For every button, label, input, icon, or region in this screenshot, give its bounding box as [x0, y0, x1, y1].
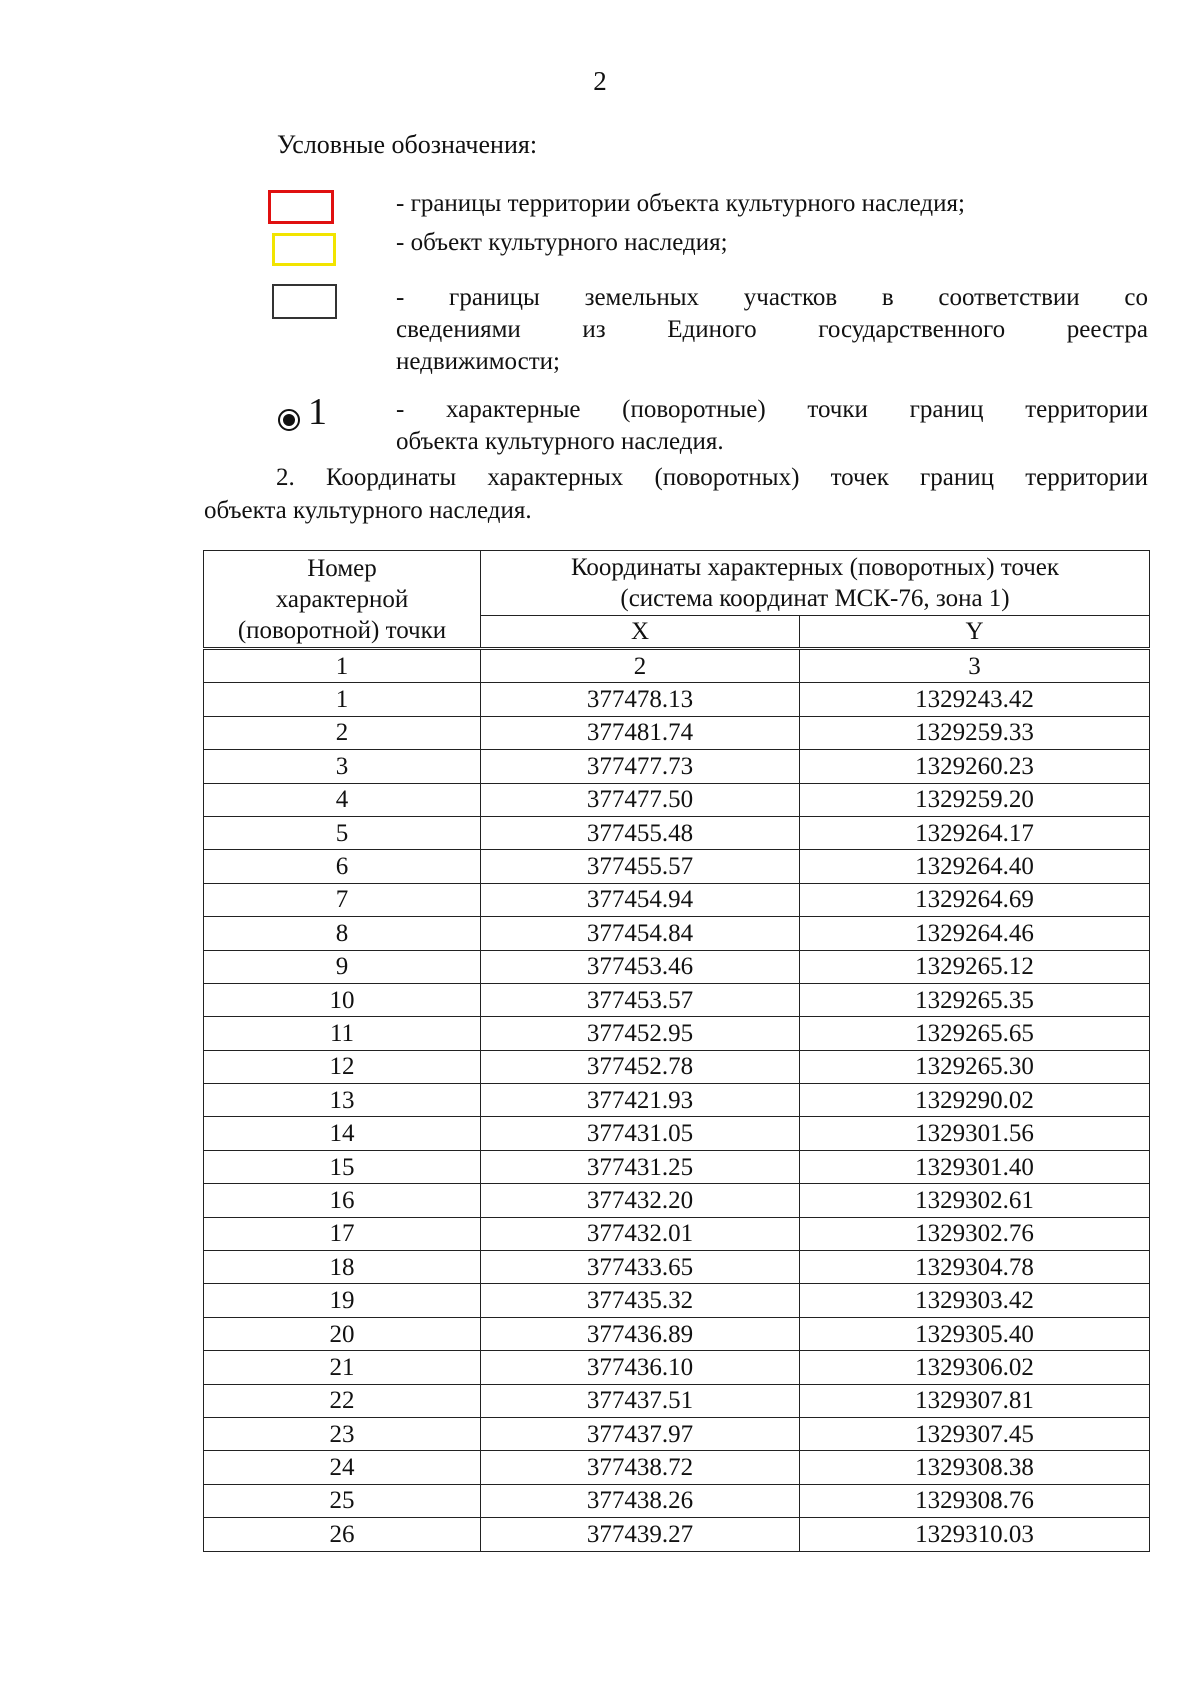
- legend-item-turning-points: [268, 391, 1148, 466]
- x-coordinate-cell: 377436.10: [481, 1351, 800, 1384]
- header-point-number: [204, 551, 481, 649]
- point-number-cell: 16: [204, 1184, 481, 1217]
- point-number-cell: 6: [204, 850, 481, 883]
- y-coordinate-cell: 1329310.03: [800, 1518, 1150, 1551]
- table-row: [204, 983, 1150, 1016]
- table-row: [204, 1351, 1150, 1384]
- turning-point-dot-icon: [278, 409, 300, 431]
- header-coordinates-line2: (система координат МСК-76, зона 1): [620, 585, 1010, 612]
- legend-text-turning-points: [396, 394, 1148, 458]
- y-coordinate-cell: 1329303.42: [800, 1284, 1150, 1317]
- x-coordinate-cell: 377453.46: [481, 950, 800, 983]
- y-coordinate-cell: 1329264.69: [800, 883, 1150, 916]
- y-coordinate-cell: 1329243.42: [800, 683, 1150, 716]
- y-coordinate-cell: 1329264.17: [800, 816, 1150, 849]
- x-coordinate-cell: 377432.01: [481, 1217, 800, 1250]
- table-header-row: [204, 551, 1150, 616]
- x-coordinate-cell: 377438.26: [481, 1484, 800, 1517]
- table-row: [204, 716, 1150, 749]
- table-row: [204, 750, 1150, 783]
- table-row: [204, 1184, 1150, 1217]
- point-number-cell: 20: [204, 1317, 481, 1350]
- header-coordinates: [481, 551, 1150, 616]
- section-heading: [204, 461, 1148, 527]
- table-row: [204, 1518, 1150, 1551]
- point-number-cell: 26: [204, 1518, 481, 1551]
- legend-text-turning-points-line1: - характерные (поворотные) точки границ территории: [396, 396, 1148, 423]
- point-number-cell: 2: [204, 716, 481, 749]
- y-coordinate-cell: 1329290.02: [800, 1084, 1150, 1117]
- y-coordinate-cell: 1329265.65: [800, 1017, 1150, 1050]
- y-coordinate-cell: 1329307.45: [800, 1417, 1150, 1450]
- point-number-cell: 19: [204, 1284, 481, 1317]
- column-index-cell: 1: [204, 649, 481, 683]
- y-coordinate-cell: 1329260.23: [800, 750, 1150, 783]
- point-number-cell: 8: [204, 917, 481, 950]
- y-coordinate-cell: 1329302.61: [800, 1184, 1150, 1217]
- y-coordinate-cell: 1329301.40: [800, 1150, 1150, 1183]
- legend-text-land-plots-line3: недвижимости;: [396, 348, 560, 375]
- point-number-cell: 24: [204, 1451, 481, 1484]
- x-coordinate-cell: 377478.13: [481, 683, 800, 716]
- point-number-cell: 1: [204, 683, 481, 716]
- y-coordinate-cell: 1329302.76: [800, 1217, 1150, 1250]
- y-coordinate-cell: 1329259.33: [800, 716, 1150, 749]
- legend-text-land-plots-line1: - границы земельных участков в соответствии со: [396, 284, 1148, 311]
- legend-text-land-plots-line2: сведениями из Единого государственного реестра: [396, 316, 1148, 343]
- table-row: [204, 783, 1150, 816]
- land-plot-swatch: [272, 284, 337, 319]
- y-coordinate-cell: 1329264.40: [800, 850, 1150, 883]
- x-coordinate-cell: 377437.97: [481, 1417, 800, 1450]
- table-row: [204, 1084, 1150, 1117]
- x-coordinate-cell: 377481.74: [481, 716, 800, 749]
- column-index-cell: 2: [481, 649, 800, 683]
- table-row: [204, 883, 1150, 916]
- header-point-number-line1: Номер: [307, 554, 377, 582]
- y-coordinate-cell: 1329307.81: [800, 1384, 1150, 1417]
- x-coordinate-cell: 377435.32: [481, 1284, 800, 1317]
- y-coordinate-cell: 1329301.56: [800, 1117, 1150, 1150]
- table-row: [204, 1317, 1150, 1350]
- table-row: [204, 950, 1150, 983]
- point-number-cell: 18: [204, 1251, 481, 1284]
- x-coordinate-cell: 377439.27: [481, 1518, 800, 1551]
- x-coordinate-cell: 377455.48: [481, 816, 800, 849]
- table-row: [204, 1284, 1150, 1317]
- x-coordinate-cell: 377452.78: [481, 1050, 800, 1083]
- yellow-object-swatch: [272, 233, 336, 266]
- point-number-cell: 5: [204, 816, 481, 849]
- x-coordinate-cell: 377432.20: [481, 1184, 800, 1217]
- x-coordinate-cell: 377436.89: [481, 1317, 800, 1350]
- x-coordinate-cell: 377454.84: [481, 917, 800, 950]
- x-coordinate-cell: 377431.05: [481, 1117, 800, 1150]
- section-heading-line1: 2. Координаты характерных (поворотных) точек границ территории: [276, 464, 1148, 491]
- table-row: [204, 1150, 1150, 1183]
- point-number-cell: 7: [204, 883, 481, 916]
- legend-text-heritage-object: - объект культурного наследия;: [396, 229, 728, 256]
- point-number-cell: 23: [204, 1417, 481, 1450]
- point-number-cell: 10: [204, 983, 481, 1016]
- table-row: [204, 1451, 1150, 1484]
- point-number-cell: 12: [204, 1050, 481, 1083]
- header-y: Y: [800, 616, 1150, 649]
- table-row: [204, 683, 1150, 716]
- table-row: [204, 1417, 1150, 1450]
- y-coordinate-cell: 1329265.30: [800, 1050, 1150, 1083]
- legend-text-land-plots: [396, 282, 1148, 378]
- x-coordinate-cell: 377454.94: [481, 883, 800, 916]
- coordinates-table: [203, 550, 1150, 1552]
- table-row: [204, 1384, 1150, 1417]
- table-body: [204, 649, 1150, 1552]
- point-number-cell: 22: [204, 1384, 481, 1417]
- legend-text-turning-points-line2: объекта культурного наследия.: [396, 428, 724, 455]
- point-number-cell: 3: [204, 750, 481, 783]
- column-index-row: [204, 649, 1150, 683]
- x-coordinate-cell: 377455.57: [481, 850, 800, 883]
- table-row: [204, 850, 1150, 883]
- red-boundary-swatch: [268, 190, 334, 224]
- legend-item-land-plots: [268, 284, 1148, 384]
- legend-text-territory-boundary: - границы территории объекта культурного наследия;: [396, 190, 965, 217]
- table-row: [204, 1050, 1150, 1083]
- x-coordinate-cell: 377438.72: [481, 1451, 800, 1484]
- y-coordinate-cell: 1329304.78: [800, 1251, 1150, 1284]
- table-row: [204, 1017, 1150, 1050]
- x-coordinate-cell: 377452.95: [481, 1017, 800, 1050]
- point-number-cell: 13: [204, 1084, 481, 1117]
- header-x: X: [481, 616, 800, 649]
- table-row: [204, 1484, 1150, 1517]
- x-coordinate-cell: 377433.65: [481, 1251, 800, 1284]
- table-row: [204, 1117, 1150, 1150]
- table-row: [204, 1217, 1150, 1250]
- table-row: [204, 1251, 1150, 1284]
- turning-point-symbol: [278, 391, 328, 442]
- x-coordinate-cell: 377477.73: [481, 750, 800, 783]
- point-number-cell: 4: [204, 783, 481, 816]
- point-number-cell: 9: [204, 950, 481, 983]
- header-coordinates-line1: Координаты характерных (поворотных) точек: [570, 554, 1060, 581]
- header-point-number-line3: (поворотной) точки: [237, 616, 447, 644]
- point-number-cell: 14: [204, 1117, 481, 1150]
- x-coordinate-cell: 377431.25: [481, 1150, 800, 1183]
- x-coordinate-cell: 377453.57: [481, 983, 800, 1016]
- legend-title: Условные обозначения:: [277, 130, 538, 159]
- point-number-cell: 25: [204, 1484, 481, 1517]
- y-coordinate-cell: 1329308.76: [800, 1484, 1150, 1517]
- x-coordinate-cell: 377437.51: [481, 1384, 800, 1417]
- y-coordinate-cell: 1329305.40: [800, 1317, 1150, 1350]
- table-row: [204, 917, 1150, 950]
- point-number-cell: 17: [204, 1217, 481, 1250]
- y-coordinate-cell: 1329265.35: [800, 983, 1150, 1016]
- y-coordinate-cell: 1329264.46: [800, 917, 1150, 950]
- point-number-cell: 21: [204, 1351, 481, 1384]
- section-heading-line2: объекта культурного наследия.: [204, 497, 532, 524]
- x-coordinate-cell: 377477.50: [481, 783, 800, 816]
- page-number: 2: [593, 66, 607, 96]
- y-coordinate-cell: 1329259.20: [800, 783, 1150, 816]
- y-coordinate-cell: 1329306.02: [800, 1351, 1150, 1384]
- y-coordinate-cell: 1329265.12: [800, 950, 1150, 983]
- table-row: [204, 816, 1150, 849]
- x-coordinate-cell: 377421.93: [481, 1084, 800, 1117]
- point-number-cell: 11: [204, 1017, 481, 1050]
- header-point-number-line2: характерной: [275, 585, 409, 613]
- y-coordinate-cell: 1329308.38: [800, 1451, 1150, 1484]
- turning-point-symbol-label: 1: [308, 391, 327, 433]
- column-index-cell: 3: [800, 649, 1150, 683]
- point-number-cell: 15: [204, 1150, 481, 1183]
